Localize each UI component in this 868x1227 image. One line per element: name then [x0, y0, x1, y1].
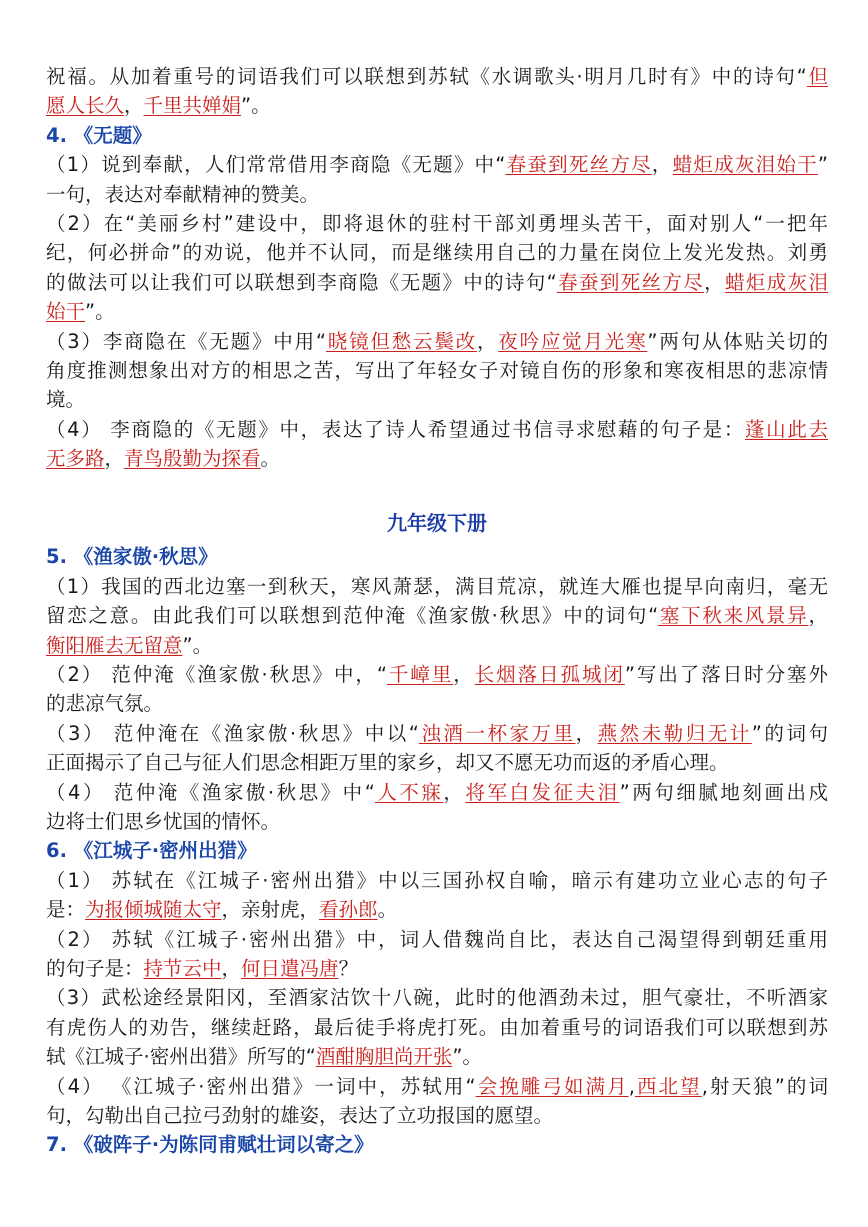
text-span: ”。 — [85, 300, 115, 324]
text-span: ， — [443, 780, 466, 804]
text-line — [46, 807, 828, 836]
text-line — [46, 660, 828, 689]
text-span: ” — [817, 153, 828, 177]
answer-text: 春蚕到死丝方尽 — [505, 153, 652, 177]
text-span: 4. — [46, 123, 74, 147]
text-span: 一句，表达对奉献精神的赞美。 — [46, 182, 320, 206]
text-line — [46, 62, 828, 91]
text-line — [46, 297, 828, 326]
text-span: （4） 范仲淹《渔家傲·秋思》中“ — [46, 780, 375, 804]
spacer — [46, 473, 828, 493]
text-line — [46, 209, 828, 238]
text-span: ， — [453, 663, 475, 687]
answer-text: 何日遣冯唐 — [241, 956, 339, 980]
text-span: ， — [651, 153, 673, 177]
text-line — [46, 572, 828, 601]
answer-text: 青鸟殷勤为探看 — [124, 447, 261, 471]
answer-text: 千里共婵娟 — [143, 94, 242, 118]
text-span: ， — [221, 956, 242, 980]
text-line — [46, 895, 828, 924]
answer-text: 为报倾城随太守 — [85, 898, 222, 922]
text-line — [46, 444, 828, 473]
text-span: 的做法可以让我们可以联想到李商隐《无题》中的诗句“ — [46, 270, 557, 294]
text-span: （1）说到奉献，人们常常借用李商隐《无题》中“ — [46, 153, 506, 177]
answer-text: 晓镜但愁云鬓改 — [326, 329, 477, 353]
text-line — [46, 601, 828, 630]
text-span: （3）武松途经景阳冈，至酒家沽饮十八碗，此时的他酒劲未过，胆气豪壮，不听酒家 — [46, 986, 828, 1010]
text-line — [46, 356, 828, 385]
text-span: 的句子是： — [46, 956, 144, 980]
text-span: 是： — [46, 898, 86, 922]
text-line — [46, 268, 828, 297]
answer-text: 无多路 — [46, 447, 105, 471]
text-span: ”两句从体贴关切的 — [647, 329, 828, 353]
text-span: （1） 苏轼在《江城子·密州出猎》中以三国孙权自喻，暗示有建功立业心志的句子 — [46, 868, 828, 892]
text-line — [46, 866, 828, 895]
answer-text: 春蚕到死丝方尽 — [556, 270, 705, 294]
text-span: 留恋之意。由此我们可以联想到范仲淹《渔家傲·秋思》中的词句“ — [46, 604, 659, 628]
answer-text: 人不寐 — [374, 780, 444, 804]
text-line — [46, 180, 828, 209]
answer-text: 但 — [806, 65, 828, 88]
text-span: 轼《江城子·密州出猎》所写的“ — [46, 1045, 316, 1069]
text-span: ”两句细腻地刻画出戍 — [619, 780, 828, 804]
text-span: 祝福。从加着重号的词语我们可以联想到苏轼《水调歌头·明月几时有》中的诗句“ — [46, 65, 807, 88]
text-span: 有虎伤人的劝告，继续赶路，最后徒手将虎打死。由加着重号的词语我们可以联想到苏 — [46, 1015, 828, 1039]
answer-text: 塞下秋来风景异 — [658, 604, 809, 628]
text-line — [46, 327, 828, 356]
text-line — [46, 1072, 828, 1101]
text-span: ”。 — [182, 633, 213, 657]
text-span: ”写出了落日时分塞外 — [624, 663, 828, 687]
text-line — [46, 983, 828, 1012]
text-span: ， — [704, 270, 726, 294]
text-span: 5. 《渔家傲·秋思》 — [46, 545, 218, 569]
text-line — [46, 150, 828, 179]
text-span: ”的词句 — [751, 721, 828, 745]
text-line — [46, 748, 828, 777]
text-span: 的悲凉气氛。 — [46, 692, 164, 716]
text-span: ， — [575, 721, 598, 745]
text-span: 。 — [260, 447, 281, 471]
text-line — [46, 1042, 828, 1071]
text-span: ， — [808, 604, 828, 628]
text-line — [46, 238, 828, 267]
text-span: ， — [124, 94, 144, 118]
text-line — [46, 925, 828, 954]
text-span: （2） 范仲淹《渔家傲·秋思》中，“ — [46, 663, 387, 687]
answer-text: 千嶂里 — [386, 663, 454, 687]
text-span: （3） 范仲淹在《渔家傲·秋思》中以“ — [46, 721, 419, 745]
text-line — [46, 719, 828, 748]
answer-text: 浊酒一杯家万里 — [418, 721, 576, 745]
answer-text: 蜡炬成灰泪 — [725, 270, 828, 294]
text-line — [46, 778, 828, 807]
answer-text: 蓬山此去 — [745, 417, 828, 441]
answer-text: 长烟落日孤城闭 — [474, 663, 625, 687]
text-span: 边将士们思乡忧国的情怀。 — [46, 809, 281, 833]
text-span: （3）李商隐在《无题》中用“ — [46, 329, 326, 353]
text-span: ， — [104, 447, 125, 471]
answer-text: 始干 — [46, 300, 86, 324]
answer-text: 看孙郎 — [319, 898, 378, 922]
answer-text: 衡阳雁去无留意 — [46, 633, 183, 657]
text-line — [46, 415, 828, 444]
text-span: ”。 — [241, 94, 271, 118]
text-span: ，亲射虎， — [221, 898, 320, 922]
text-span: （2）在“美丽乡村”建设中，即将退休的驻村干部刘勇埋头苦干，面对别人“一把年 — [46, 211, 828, 235]
section-heading — [46, 836, 828, 865]
answer-text: 酒酣胸胆尚开张 — [315, 1045, 453, 1069]
text-span: 。 — [377, 898, 398, 922]
answer-text: 蜡炬成灰泪始干 — [672, 153, 818, 177]
answer-text: 夜吟应觉月光寒 — [498, 329, 648, 353]
text-span: 《无题》 — [73, 123, 152, 147]
text-span: 句，勾勒出自己拉弓劲射的雄姿，表达了立功报国的愿望。 — [46, 1103, 554, 1127]
text-span: , — [628, 1074, 635, 1098]
text-line — [46, 91, 828, 120]
answer-text: 持节云中 — [143, 956, 222, 980]
text-span: ？ — [338, 956, 359, 980]
answer-text: 会挽雕弓如满月 — [475, 1074, 629, 1098]
section-heading — [46, 121, 828, 150]
answer-text: 燕然未勒归无计 — [597, 721, 752, 745]
text-line — [46, 385, 828, 414]
text-span: 九年级下册 — [387, 511, 487, 536]
text-span: 6. 《江城子·密州出猎》 — [46, 839, 257, 863]
text-line — [46, 954, 828, 983]
text-span: 角度推测想象出对方的相思之苦，写出了年轻女子对镜自伤的形象和寒夜相思的悲凉情 — [46, 358, 828, 382]
text-line — [46, 1013, 828, 1042]
text-span: ， — [476, 329, 499, 353]
answer-text: 将军白发征夫泪 — [465, 780, 620, 804]
text-span: ”。 — [452, 1045, 482, 1069]
text-line — [46, 1101, 828, 1130]
text-line — [46, 631, 828, 660]
text-line — [46, 689, 828, 718]
text-span: （1）我国的西北边塞一到秋天，寒风萧瑟，满目荒凉，就连大雁也提早向南归，毫无 — [46, 574, 828, 598]
text-span: 境。 — [46, 388, 86, 412]
answer-text: 愿人长久 — [46, 94, 125, 118]
section-heading — [46, 542, 828, 571]
text-span: （4） 《江城子·密州出猎》一词中，苏轼用“ — [46, 1074, 476, 1098]
text-span: ,射天狼”的词 — [701, 1074, 828, 1098]
section-heading — [46, 1130, 828, 1159]
text-span: （2） 苏轼《江城子·密州出猎》中，词人借魏尚自比，表达自己渴望得到朝廷重用 — [46, 927, 828, 951]
text-span: 纪，何必拼命”的劝说，他并不认同，而是继续用自己的力量在岗位上发光发热。刘勇 — [46, 241, 828, 265]
text-span: 正面揭示了自己与征人们思念相距万里的家乡，却又不愿无功而返的矛盾心理。 — [46, 751, 729, 775]
text-span: （4） 李商隐的《无题》中，表达了诗人希望通过书信寻求慰藉的句子是： — [46, 417, 746, 441]
volume-heading — [46, 507, 828, 536]
text-span: 7. 《破阵子·为陈同甫赋壮词以寄之》 — [46, 1133, 374, 1157]
answer-text: 西北望 — [634, 1074, 702, 1098]
